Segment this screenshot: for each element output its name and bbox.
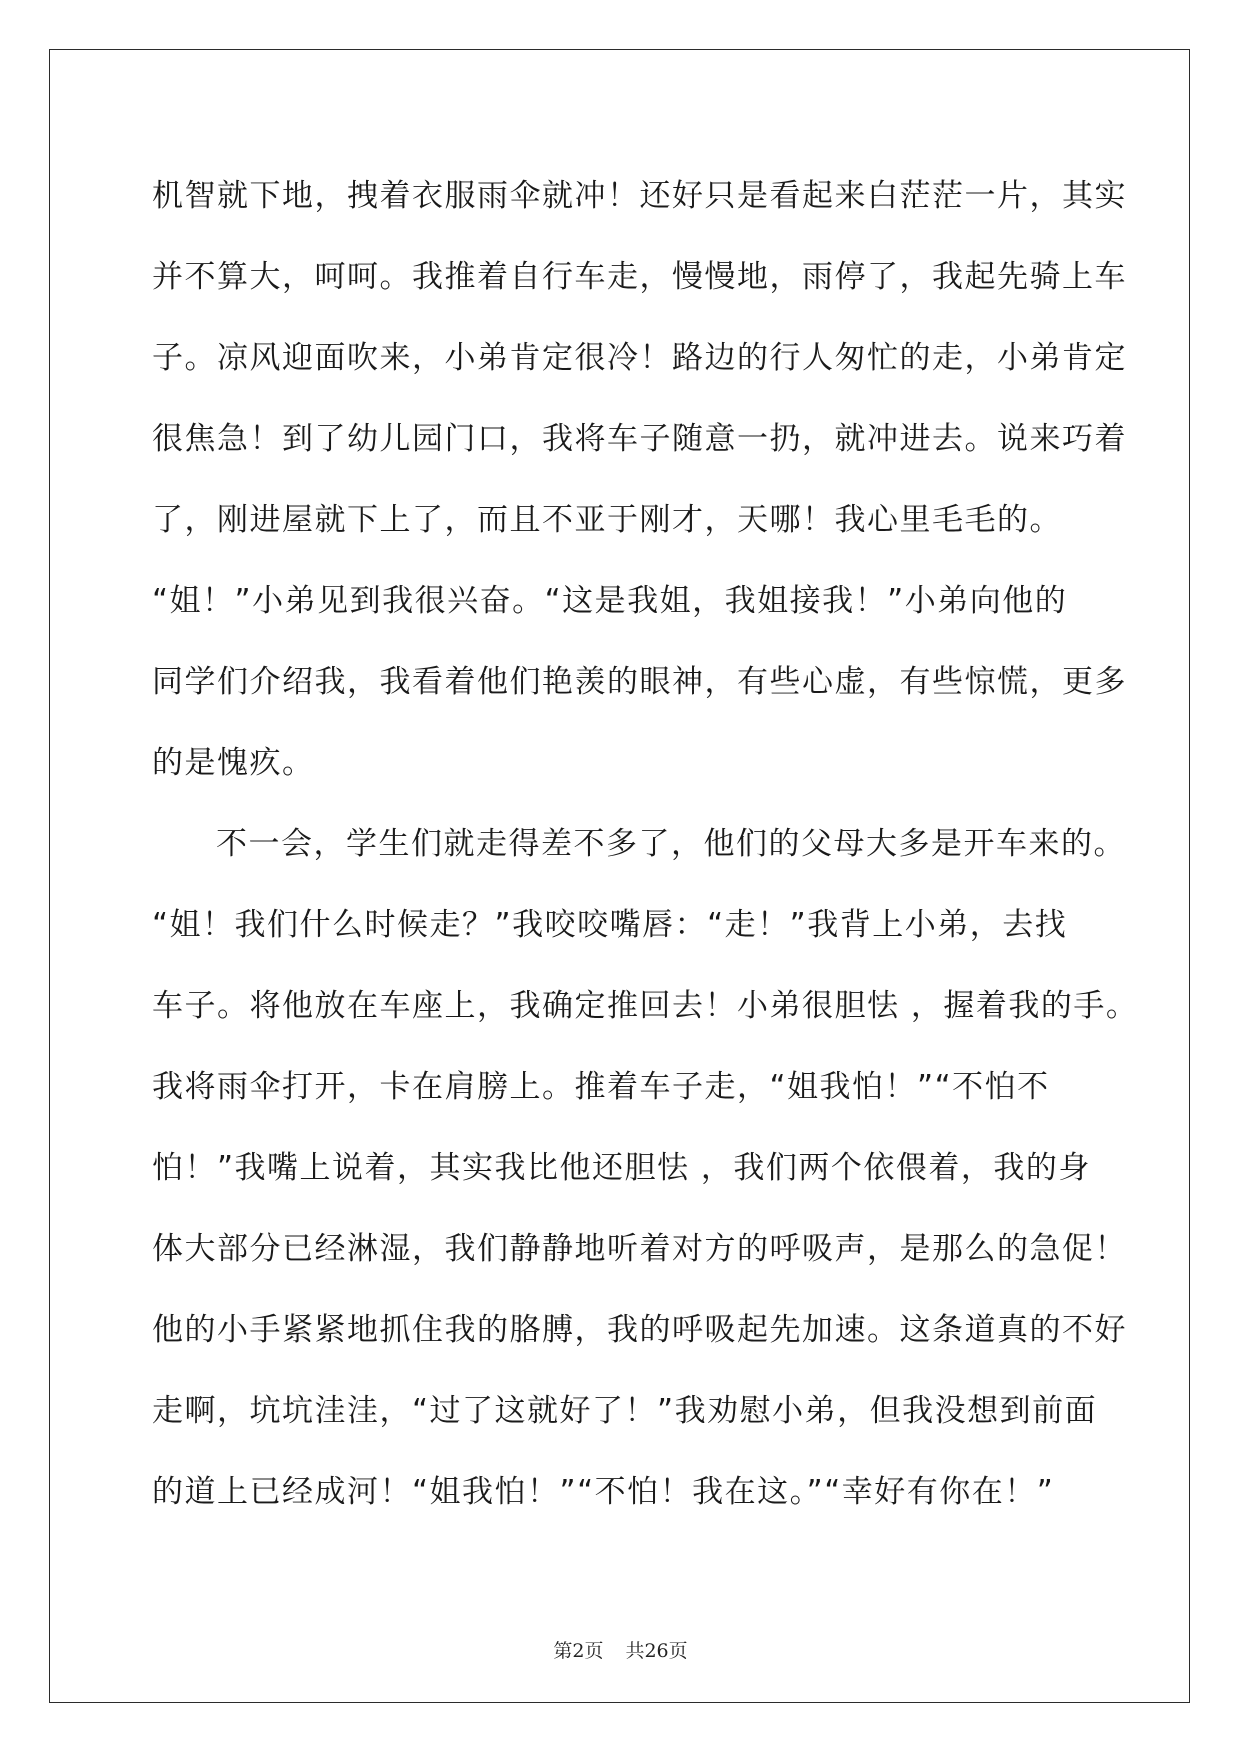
text-line: 并不算大，呵呵。我推着自行车走，慢慢地，雨停了，我起先骑上车	[152, 259, 1127, 295]
text-line: 的是愧疚。	[152, 745, 315, 781]
text-line: 了，刚进屋就下上了，而且不亚于刚才，天哪！我心里毛毛的。	[152, 502, 1062, 538]
text-line: 体大部分已经淋湿，我们静静地听着对方的呼吸声，是那么的急促！	[152, 1231, 1127, 1267]
text-line-paragraph-start: 不一会，学生们就走得差不多了，他们的父母大多是开车来的。	[216, 826, 1126, 862]
text-line: 车子。将他放在车座上，我确定推回去！小弟很胆怯 ，握着我的手。	[152, 988, 1139, 1024]
page-number: 第2页	[553, 1640, 604, 1662]
text-line: “姐！”小弟见到我很兴奋。“这是我姐，我姐接我！”小弟向他的	[152, 583, 1068, 619]
text-line: 他的小手紧紧地抓住我的胳膊，我的呼吸起先加速。这条道真的不好	[152, 1312, 1127, 1348]
text-line: 子。凉风迎面吹来，小弟肯定很冷！路边的行人匆忙的走，小弟肯定	[152, 340, 1127, 376]
page-total: 共26页	[625, 1640, 688, 1662]
page-footer	[0, 1636, 1241, 1663]
text-line: 的道上已经成河！“姐我怕！”“不怕！我在这。”“幸好有你在！”	[152, 1474, 1055, 1510]
document-body	[152, 156, 1139, 1533]
text-line: 很焦急！到了幼儿园门口，我将车子随意一扔，就冲进去。说来巧着	[152, 421, 1127, 457]
text-line: 我将雨伞打开，卡在肩膀上。推着车子走，“姐我怕！”“不怕不	[152, 1069, 1050, 1105]
text-line: 同学们介绍我，我看着他们艳羡的眼神，有些心虚，有些惊慌，更多	[152, 664, 1127, 700]
text-line: 走啊，坑坑洼洼，“过了这就好了！”我劝慰小弟，但我没想到前面	[152, 1393, 1098, 1429]
text-line: “姐！我们什么时候走？”我咬咬嘴唇：“走！”我背上小弟，去找	[152, 907, 1068, 943]
text-line: 机智就下地，拽着衣服雨伞就冲！还好只是看起来白茫茫一片，其实	[152, 178, 1127, 214]
text-line: 怕！”我嘴上说着，其实我比他还胆怯 ，我们两个依偎着，我的身	[152, 1150, 1091, 1186]
